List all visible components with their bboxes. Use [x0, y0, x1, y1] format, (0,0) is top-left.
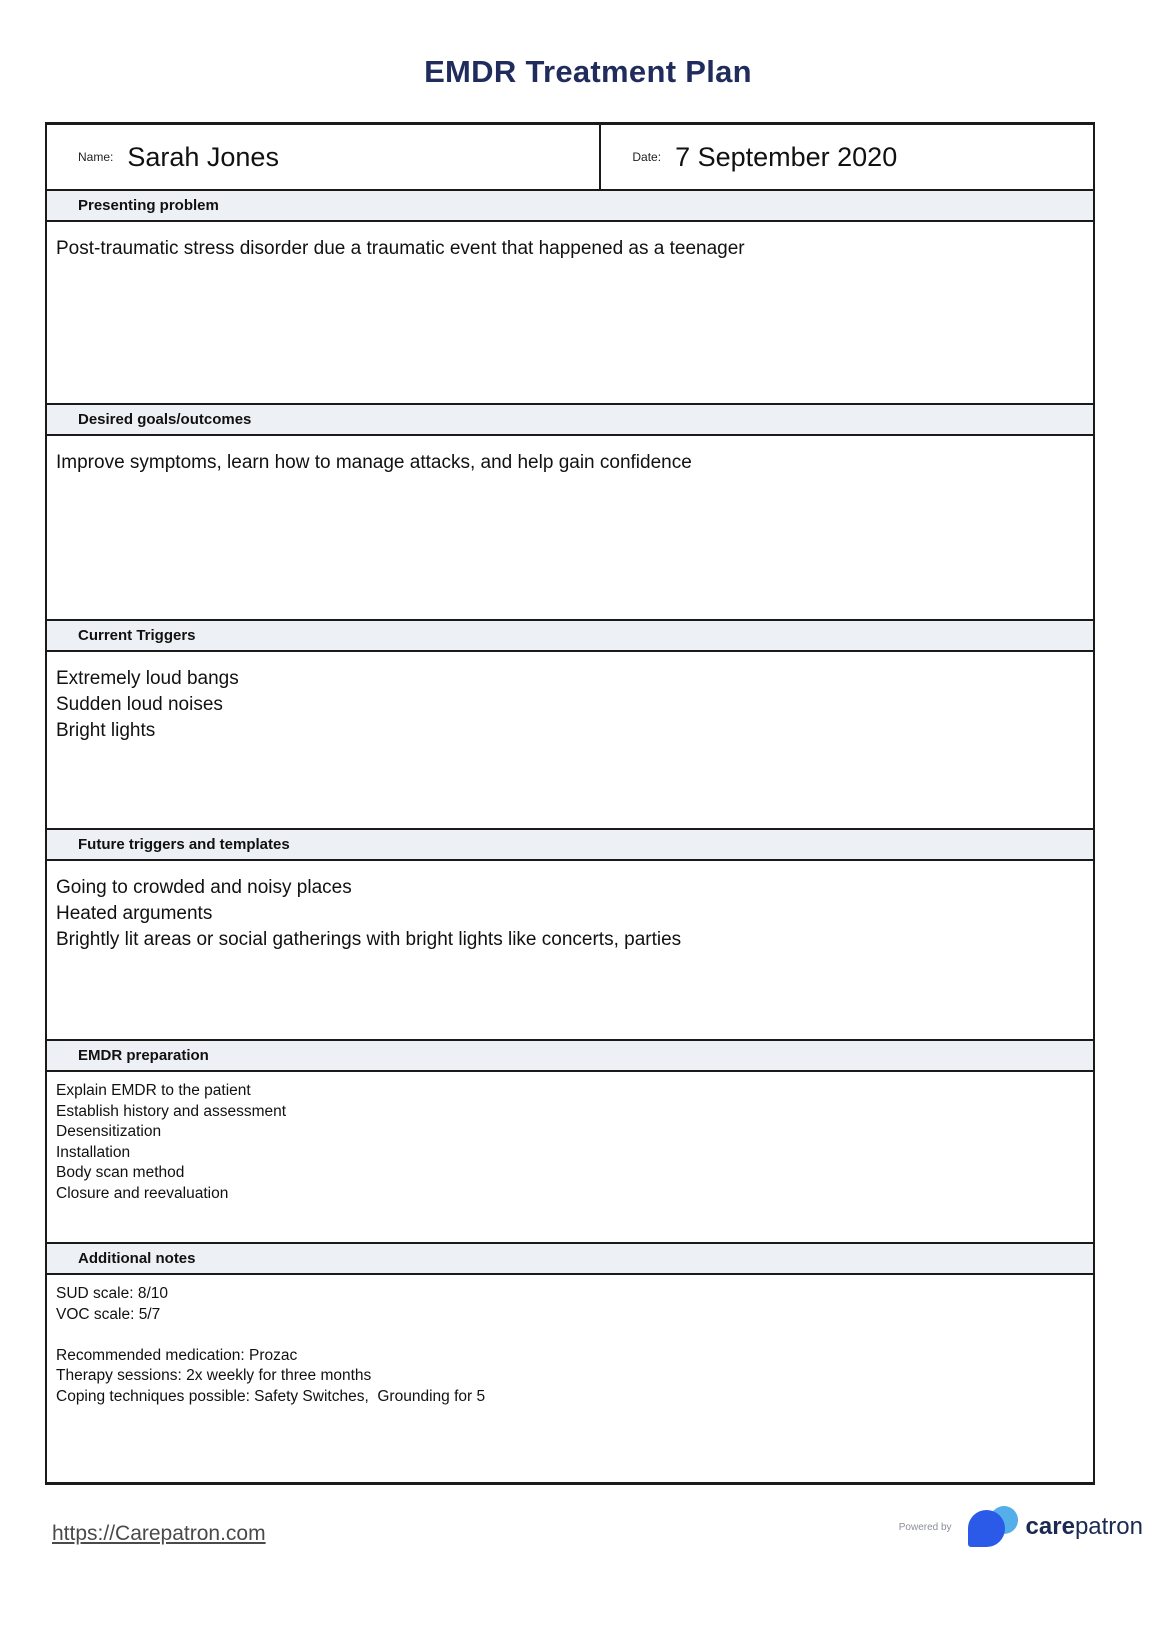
- date-value: 7 September 2020: [675, 141, 898, 172]
- section-header: [47, 405, 1093, 436]
- section-content: [47, 436, 1093, 621]
- content-line: Establish history and assessment: [56, 1102, 287, 1120]
- content-line: Post-traumatic stress disorder due a traumatic event that happened as a teenager: [56, 238, 745, 259]
- content-line: SUD scale: 8/10: [56, 1285, 168, 1302]
- content-line: VOC scale: 5/7: [56, 1305, 161, 1323]
- section-header-label: Presenting problem: [78, 197, 219, 214]
- section-header: [47, 1041, 1093, 1072]
- content-line: Improve symptoms, learn how to manage attacks, and help gain confidence: [56, 452, 692, 473]
- logo-bubble-dark: [968, 1510, 1005, 1547]
- section-content: [47, 861, 1093, 1041]
- brand-care: care: [1025, 1513, 1075, 1540]
- content-line: Recommended medication: Prozac: [56, 1346, 298, 1364]
- form-section: [47, 405, 1093, 621]
- sections: [47, 191, 1093, 1482]
- form-section: [47, 621, 1093, 830]
- section-header-label: Current Triggers: [78, 627, 196, 644]
- form-section: [47, 1041, 1093, 1244]
- powered-by-label: Powered by: [898, 1521, 952, 1533]
- section-header-label: EMDR preparation: [78, 1047, 209, 1064]
- date-field: [601, 125, 1093, 189]
- content-line: Closure and reevaluation: [56, 1184, 229, 1202]
- section-content: [47, 1275, 1093, 1482]
- section-header-label: Future triggers and templates: [78, 836, 290, 853]
- treatment-plan-table: [45, 122, 1095, 1485]
- page-title: EMDR Treatment Plan: [424, 54, 752, 89]
- content-line: Desensitization: [56, 1123, 162, 1140]
- content-line: Therapy sessions: 2x weekly for three months: [56, 1367, 372, 1384]
- carepatron-link[interactable]: https://Carepatron.com: [52, 1522, 266, 1545]
- content-line: Sudden loud noises: [56, 694, 223, 715]
- form-section: [47, 830, 1093, 1041]
- brand-wordmark: [1026, 1513, 1143, 1541]
- section-header-label: Desired goals/outcomes: [78, 411, 252, 428]
- section-header-label: Additional notes: [78, 1250, 196, 1267]
- content-line: [56, 1325, 1069, 1346]
- content-line: Brightly lit areas or social gatherings with bright lights like concerts, parties: [56, 929, 682, 950]
- section-header: [47, 621, 1093, 652]
- content-line: Installation: [56, 1143, 131, 1161]
- content-line: Bright lights: [56, 720, 156, 741]
- name-field: [47, 125, 601, 189]
- name-label: Name:: [78, 150, 114, 164]
- powered-by-brand: [899, 1503, 1143, 1551]
- section-header: [47, 1244, 1093, 1275]
- name-value: Sarah Jones: [127, 141, 279, 172]
- content-line: Extremely loud bangs: [56, 668, 239, 689]
- date-label: Date:: [632, 150, 662, 164]
- content-line: Going to crowded and noisy places: [56, 877, 352, 898]
- form-section: [47, 191, 1093, 405]
- name-date-row: [47, 125, 1093, 191]
- content-line: Heated arguments: [56, 903, 213, 924]
- carepatron-logo-icon: [968, 1505, 1020, 1549]
- form-section: [47, 1244, 1093, 1482]
- content-line: Explain EMDR to the patient: [56, 1082, 251, 1099]
- section-content: [47, 222, 1093, 405]
- section-header: [47, 830, 1093, 861]
- section-content: [47, 652, 1093, 830]
- brand-patron: patron: [1074, 1513, 1143, 1540]
- content-line: Body scan method: [56, 1164, 185, 1181]
- section-header: [47, 191, 1093, 222]
- section-content: [47, 1072, 1093, 1244]
- content-line: Coping techniques possible: Safety Switches, Grounding for 5: [56, 1387, 486, 1405]
